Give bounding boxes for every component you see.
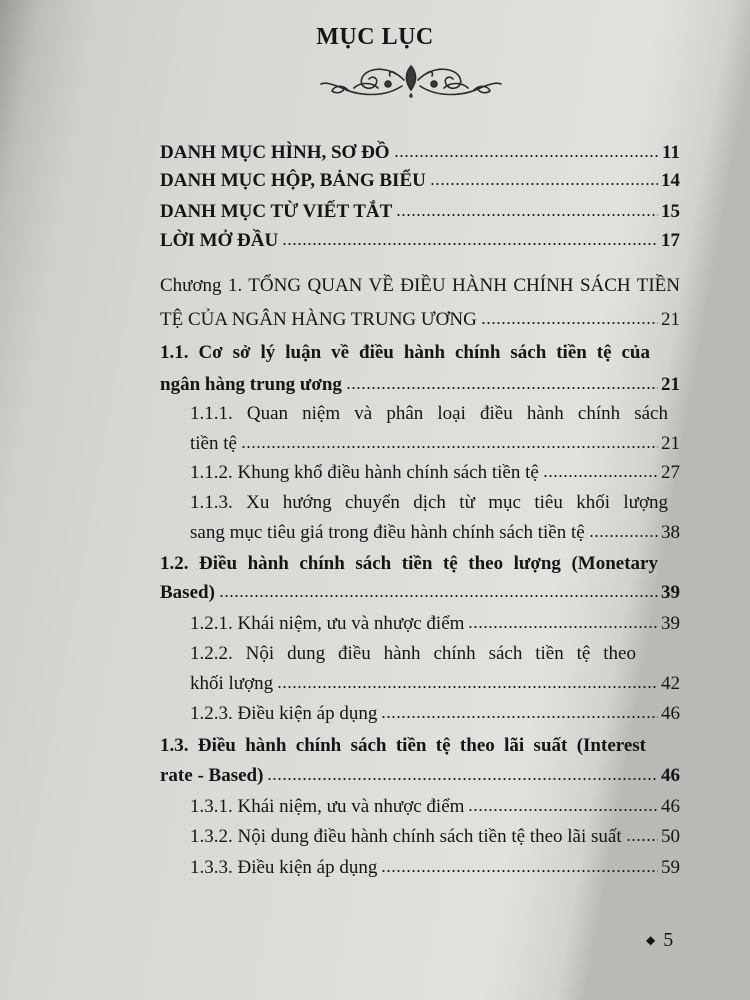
toc-entry-title: ngân hàng trung ương bbox=[160, 374, 342, 395]
toc-entry-title: 1.2. Điều hành chính sách tiền tệ theo lượng (Monetary bbox=[160, 553, 658, 574]
toc-page-number: 21 bbox=[661, 433, 680, 454]
toc-entry-title: DANH MỤC HÌNH, SƠ ĐỒ bbox=[160, 142, 390, 163]
toc-section-heading[interactable] bbox=[160, 342, 680, 364]
toc-entry-title: 1.3. Điều hành chính sách tiền tệ theo lãi suất (Interest bbox=[160, 735, 646, 756]
toc-entry[interactable] bbox=[190, 462, 680, 484]
toc-page-number: 46 bbox=[661, 796, 680, 817]
toc-page-number: 39 bbox=[661, 613, 680, 634]
toc-entry-title: 1.1.1. Quan niệm và phân loại điều hành chính sách bbox=[190, 403, 668, 424]
toc-entry[interactable] bbox=[160, 170, 680, 192]
dot-leader bbox=[396, 213, 658, 217]
toc-subsection-heading[interactable] bbox=[190, 403, 680, 425]
toc-entry-title: rate - Based) bbox=[160, 765, 264, 786]
dot-leader bbox=[394, 154, 659, 158]
toc-entry-title: Chương 1. TỔNG QUAN VỀ ĐIỀU HÀNH CHÍNH SÁCH TIỀN bbox=[160, 275, 680, 296]
toc-entry[interactable] bbox=[160, 230, 680, 252]
dot-leader bbox=[481, 321, 658, 325]
toc-page-number: 17 bbox=[661, 230, 680, 251]
dot-leader bbox=[267, 777, 658, 781]
toc-entry[interactable] bbox=[160, 765, 680, 787]
toc-entry[interactable] bbox=[160, 309, 680, 331]
toc-entry-title: sang mục tiêu giá trong điều hành chính sách tiền tệ bbox=[190, 522, 585, 543]
toc-chapter-heading[interactable] bbox=[160, 275, 680, 297]
dot-leader bbox=[626, 838, 658, 842]
dot-leader bbox=[219, 594, 658, 598]
toc-entry-title: 1.1. Cơ sở lý luận về điều hành chính sách tiền tệ của bbox=[160, 342, 650, 363]
toc-entry[interactable] bbox=[190, 826, 680, 848]
toc-entry-title: DANH MỤC TỪ VIẾT TẮT bbox=[160, 201, 393, 222]
toc-entry-title: DANH MỤC HỘP, BẢNG BIỂU bbox=[160, 170, 426, 191]
toc-entry[interactable] bbox=[190, 613, 680, 635]
diamond-icon: ◆ bbox=[646, 933, 656, 947]
toc-entry[interactable] bbox=[190, 673, 680, 695]
dot-leader bbox=[346, 386, 658, 390]
toc-entry-title: 1.1.2. Khung khổ điều hành chính sách tiền tệ bbox=[190, 462, 539, 483]
toc-page-number: 46 bbox=[661, 703, 680, 724]
dot-leader bbox=[282, 242, 658, 246]
toc-page-number: 59 bbox=[661, 857, 680, 878]
toc-entry-title: 1.2.2. Nội dung điều hành chính sách tiền tệ theo bbox=[190, 643, 636, 664]
toc-entry-title: khối lượng bbox=[190, 673, 274, 694]
toc-section-heading[interactable] bbox=[160, 553, 680, 575]
toc-entry[interactable] bbox=[190, 857, 680, 879]
toc-page-number: 27 bbox=[661, 462, 680, 483]
page-title: MỤC LỤC bbox=[316, 24, 434, 50]
toc-entry-title: 1.3.1. Khái niệm, ưu và nhược điểm bbox=[190, 796, 465, 817]
toc-entry[interactable] bbox=[190, 522, 680, 544]
toc-page-number: 21 bbox=[661, 374, 680, 395]
toc-subsection-heading[interactable] bbox=[190, 492, 680, 514]
toc-entry[interactable] bbox=[160, 374, 680, 396]
toc-entry-title: 1.3.2. Nội dung điều hành chính sách tiền tệ theo lãi suất bbox=[190, 826, 622, 847]
toc-entry-title: 1.2.3. Điều kiện áp dụng bbox=[190, 703, 378, 724]
dot-leader bbox=[277, 685, 658, 689]
toc-entry-title: 1.2.1. Khái niệm, ưu và nhược điểm bbox=[190, 613, 465, 634]
toc-entry-title: tiền tệ bbox=[190, 433, 237, 454]
toc-entry-title: TỆ CỦA NGÂN HÀNG TRUNG ƯƠNG bbox=[160, 309, 477, 330]
toc-entry[interactable] bbox=[160, 582, 680, 604]
toc-entry[interactable] bbox=[190, 796, 680, 818]
toc-page-number: 46 bbox=[661, 765, 680, 786]
toc-page-number: 42 bbox=[661, 673, 680, 694]
toc-section-heading[interactable] bbox=[160, 735, 680, 757]
toc-page-number: 50 bbox=[661, 826, 680, 847]
toc-entry-title: Based) bbox=[160, 582, 215, 603]
toc-page-number: 21 bbox=[661, 309, 680, 330]
toc-page-number: 11 bbox=[662, 142, 680, 163]
dot-leader bbox=[468, 625, 658, 629]
toc-page-number: 39 bbox=[661, 582, 680, 603]
toc-entry[interactable] bbox=[190, 433, 680, 455]
page-number: 5 bbox=[663, 929, 674, 951]
dot-leader bbox=[589, 534, 658, 538]
toc-entry[interactable] bbox=[190, 703, 680, 725]
dot-leader bbox=[543, 474, 658, 478]
toc-entry-title: 1.1.3. Xu hướng chuyển dịch từ mục tiêu khối lượng bbox=[190, 492, 668, 513]
toc-entry[interactable] bbox=[160, 201, 680, 223]
toc-entry[interactable] bbox=[160, 142, 680, 164]
toc-page-number: 15 bbox=[661, 201, 680, 222]
toc-page-number: 38 bbox=[661, 522, 680, 543]
dot-leader bbox=[241, 445, 658, 449]
toc-entry-title: 1.3.3. Điều kiện áp dụng bbox=[190, 857, 378, 878]
dot-leader bbox=[381, 715, 658, 719]
dot-leader bbox=[430, 182, 658, 186]
dot-leader bbox=[381, 869, 658, 873]
toc-subsection-heading[interactable] bbox=[190, 643, 680, 665]
toc-page-number: 14 bbox=[661, 170, 680, 191]
dot-leader bbox=[468, 808, 658, 812]
page-footer bbox=[646, 929, 673, 952]
toc-entry-title: LỜI MỞ ĐẦU bbox=[160, 230, 279, 251]
